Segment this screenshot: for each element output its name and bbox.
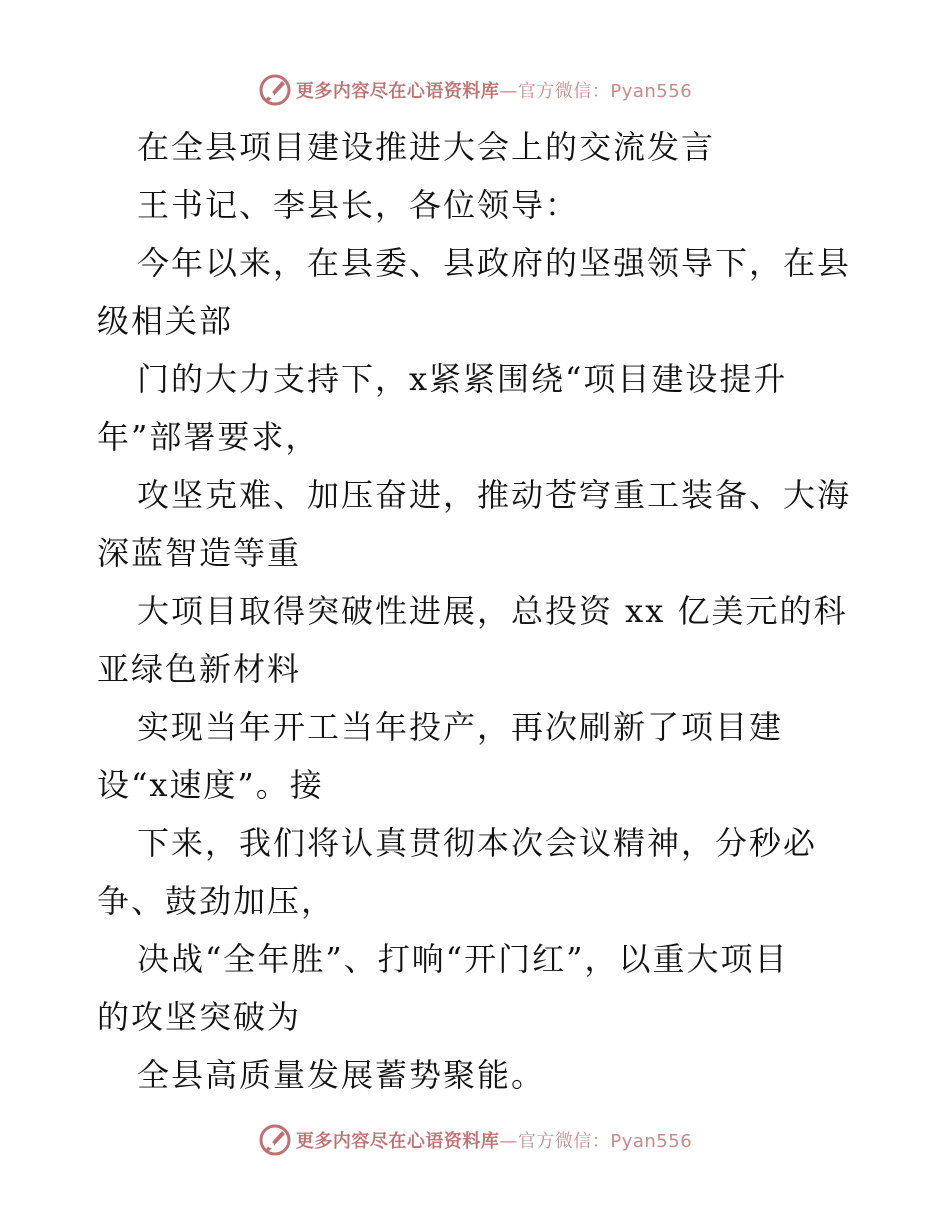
watermark-id: Pyan556 [610,1131,693,1152]
doc-line: 年”部署要求， [97,418,320,456]
watermark-separator: —官方微信： [499,81,611,102]
header-watermark [0,70,950,110]
doc-line: 下来，我们将认真贯彻本次会议精神，分秒必 [137,824,818,862]
doc-line: 深蓝智造等重 [97,534,302,572]
doc-line: 门的大力支持下，x紧紧围绕“项目建设提升 [137,360,788,398]
watermark-brand: 更多内容尽在心语资料库 [295,1131,500,1152]
pen-seal-icon [258,73,292,107]
doc-line: 大项目取得突破性进展，总投资 xx 亿美元的科 [137,592,848,630]
doc-line-salutation: 王书记、李县长，各位领导： [137,186,580,224]
doc-line: 的攻坚突破为 [97,998,302,1036]
doc-line-title: 在全县项目建设推进大会上的交流发言 [137,128,716,166]
doc-line: 争、鼓劲加压， [97,882,336,920]
watermark-id: Pyan556 [610,81,693,102]
doc-line: 亚绿色新材料 [97,650,302,688]
doc-line: 决战“全年胜”、打响“开门红”，以重大项目 [137,940,789,978]
watermark-separator: —官方微信： [499,1131,611,1152]
doc-line: 实现当年开工当年投产，再次刷新了项目建 [137,708,784,746]
pen-seal-icon [258,1123,292,1157]
footer-watermark [0,1120,950,1160]
watermark-brand: 更多内容尽在心语资料库 [295,81,500,102]
doc-line: 全县高质量发展蓄势聚能。 [137,1056,546,1094]
doc-line: 今年以来，在县委、县政府的坚强领导下，在县 [137,244,852,282]
doc-line: 攻坚克难、加压奋进，推动苍穹重工装备、大海 [137,476,852,514]
doc-line: 设“x速度”。接 [97,766,324,804]
document-body [97,118,857,1104]
doc-line: 级相关部 [97,302,234,340]
